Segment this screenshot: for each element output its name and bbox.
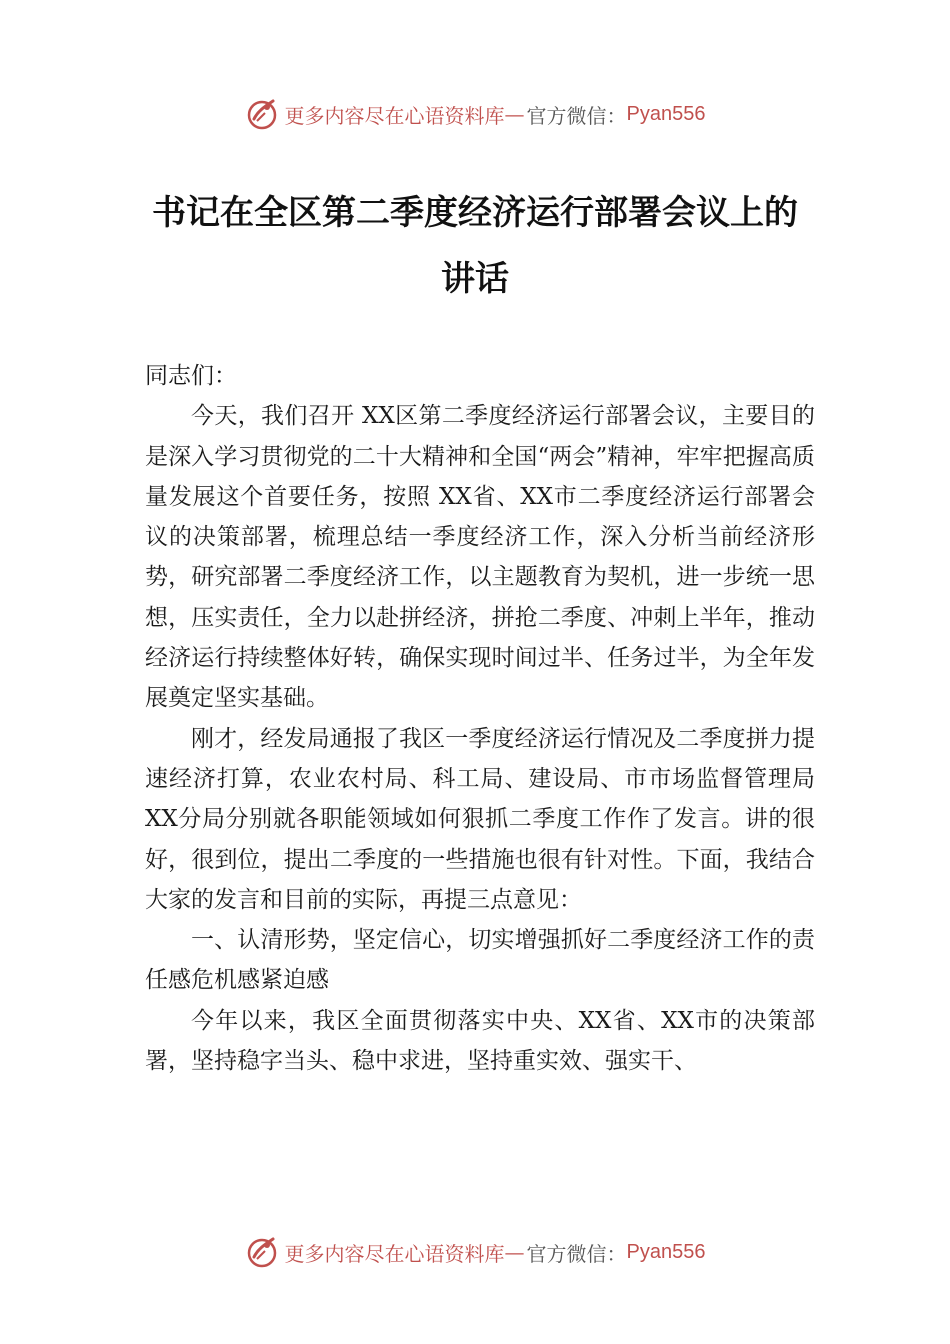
paragraph-3: 今年以来，我区全面贯彻落实中央、XX省、XX市的决策部署，坚持稳字当头、稳中求进，坚持重实效、强实干、 (145, 1007, 815, 1075)
paragraph-2: 刚才，经发局通报了我区一季度经济运行情况及二季度拼力提速经济打算，农业农村局、科工局、建设局、市市场监督管理局 XX分局分别就各职能领域如何狠抓二季度工作作了发言。讲的很好，很到位，提出二季度的一些措施也很有针对性。下面，我结合大家的发言和目前的实际，再提三点意见： (145, 725, 815, 913)
document-title: 书记在全区第二季度经济运行部署会议上的讲话 (152, 193, 798, 299)
paragraph-1: 今天，我们召开 XX区第二季度经济运行部署会议，主要目的是深入学习贯彻党的二十大精神和全国“两会”精神，牢牢把握高质量发展这个首要任务，按照 XX省、XX市二季度经济运行部署会议的决策部署，梳理总结一季度经济工作，深入分析当前经济形势，研究部署二季度经济工作，以主题教育为契机，进一步统一思想，压实责任，全力以赴拼经济，拼抢二季度、冲刺上半年，推动经济运行持续整体好转，确保实现时间过半、任务过半，为全年发展奠定坚实基础。 (145, 403, 815, 712)
wechat-id: Pyan556 (626, 102, 706, 125)
section-heading-1: 一、认清形势，坚定信心，切实增强抓好二季度经济工作的责任感危机感紧迫感 (145, 927, 815, 994)
promo-text: 更多内容尽在心语资料库 (284, 103, 505, 128)
brush-seal-logo-icon (245, 97, 279, 131)
salutation: 同志们： (145, 363, 237, 389)
header-banner (0, 94, 950, 134)
brush-seal-logo-icon (245, 1235, 279, 1269)
document-body (145, 356, 815, 1081)
banner-separator: — (504, 1240, 525, 1264)
promo-text: 更多内容尽在心语资料库 (284, 1241, 505, 1266)
wechat-label: 官方微信： (526, 103, 627, 128)
footer-banner (0, 1232, 950, 1272)
wechat-id: Pyan556 (626, 1240, 706, 1263)
wechat-label: 官方微信： (526, 1241, 627, 1266)
banner-separator: — (504, 102, 525, 126)
